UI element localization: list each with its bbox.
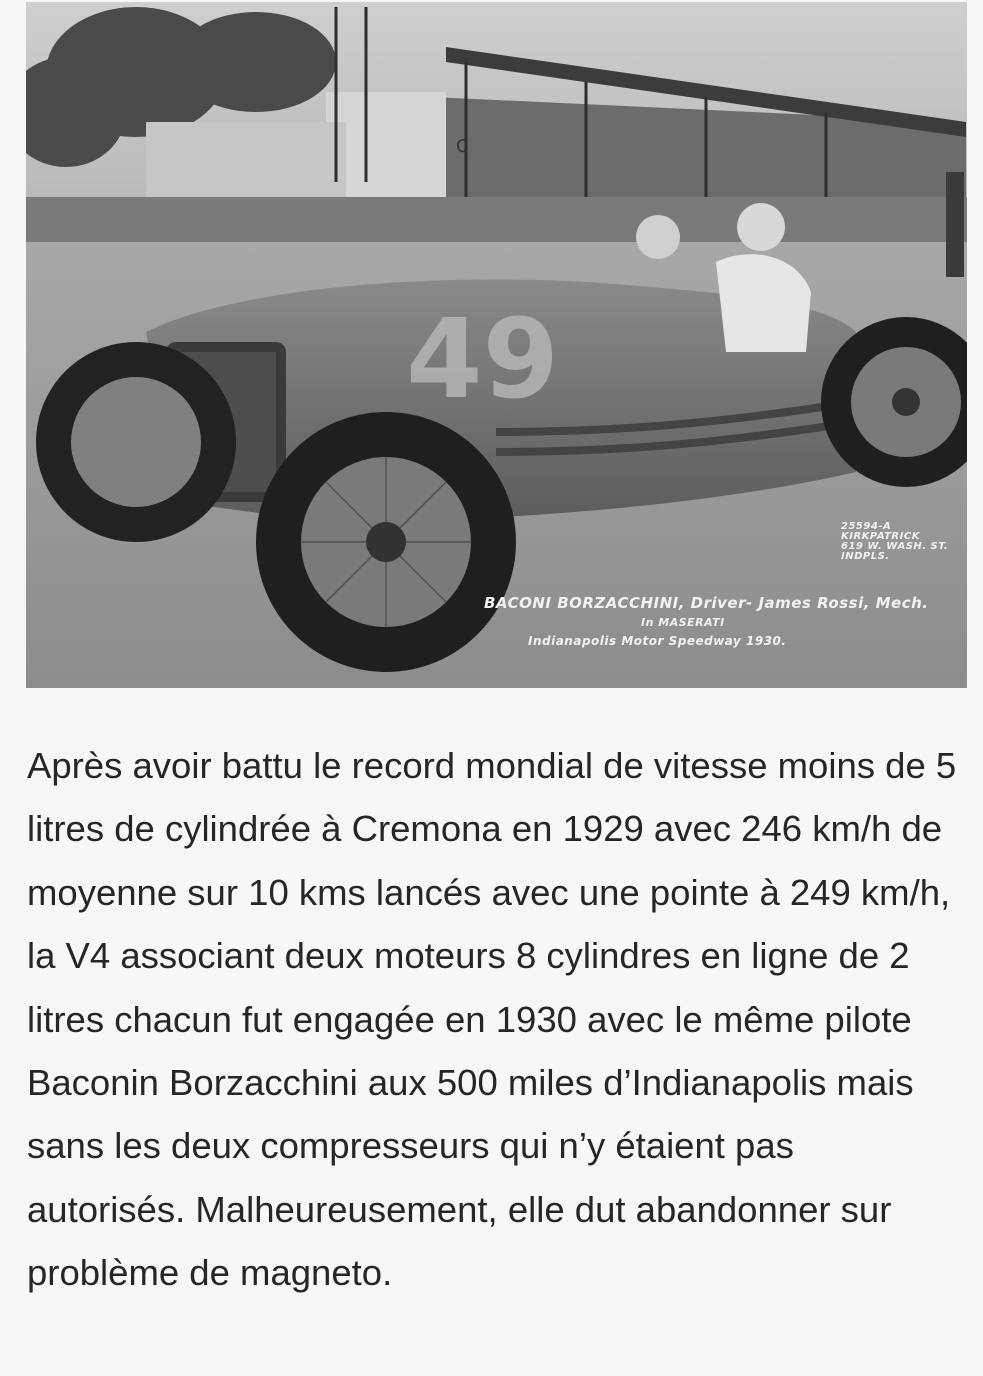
stamp-line: INDPLS. [841, 551, 890, 562]
historic-race-car-photo [26, 2, 967, 688]
photographer-stamp [841, 522, 948, 562]
car-number: 49 [406, 295, 560, 423]
grandstand-letter: C [456, 136, 469, 157]
article-paragraph: Après avoir battu le record mondial de vitesse moins de 5 litres de cylindrée à Cremona en 1929 avec 246 km/h de moyenne sur 10 kms lancés avec une pointe à 249 km/h, la V4 associant deux moteurs 8 cylindres en ligne de 2 litres chacun fut engagée en 1930 avec le même pilote Baconin Borzacchini aux 500 miles d’Indianapolis mais sans les deux compresseurs qui n’y étaient pas autorisés. Malheureusement, elle dut abandonner sur problème de magneto. [27, 745, 957, 1294]
photo-illustration [26, 2, 967, 688]
stamp-line: 25594-A [841, 521, 892, 532]
caption-line-2: In MASERATI [641, 616, 725, 629]
stamp-line: KIRKPATRICK [841, 531, 920, 542]
stamp-line: 619 W. WASH. ST. [841, 541, 949, 552]
caption-line-3: Indianapolis Motor Speedway 1930. [528, 634, 787, 648]
caption-line-1: BACONI BORZACCHINI, Driver- James Rossi, Mech. [484, 594, 929, 612]
